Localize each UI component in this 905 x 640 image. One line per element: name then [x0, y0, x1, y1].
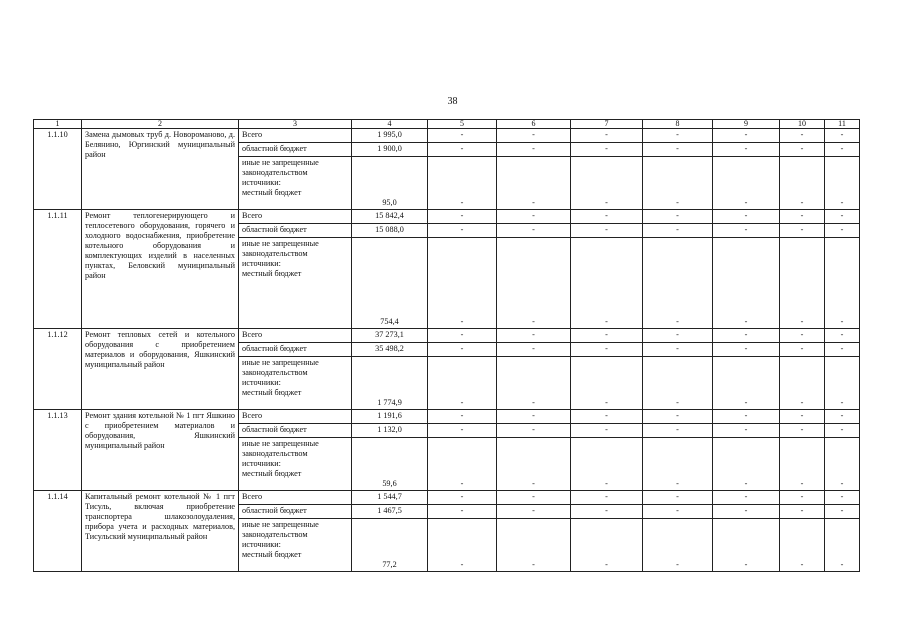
amount-cell: - — [643, 224, 713, 238]
funding-source: областной бюджет — [239, 505, 352, 519]
amount-cell: - — [428, 438, 497, 491]
amount-cell: - — [713, 329, 780, 343]
amount-cell: - — [713, 224, 780, 238]
other-sources-label: иные не запрещенные законодательством источники: — [242, 439, 319, 468]
amount-total: 1 467,5 — [352, 505, 428, 519]
column-header: 3 — [239, 120, 352, 129]
amount-cell: - — [497, 143, 571, 157]
amount-cell: - — [643, 438, 713, 491]
amount-cell: - — [571, 491, 643, 505]
amount-cell: - — [825, 438, 860, 491]
amount-cell: - — [497, 357, 571, 410]
column-header: 11 — [825, 120, 860, 129]
amount-cell: - — [428, 519, 497, 572]
amount-cell: - — [780, 157, 825, 210]
amount-cell: - — [497, 129, 571, 143]
amount-cell: - — [825, 210, 860, 224]
funding-source: Всего — [239, 210, 352, 224]
amount-cell: - — [571, 157, 643, 210]
column-header: 9 — [713, 120, 780, 129]
funding-source — [239, 238, 352, 329]
other-sources-label: иные не запрещенные законодательством источники: — [242, 520, 319, 549]
amount-cell: - — [780, 238, 825, 329]
funding-source: Всего — [239, 329, 352, 343]
amount-cell: - — [571, 438, 643, 491]
amount-cell: - — [825, 410, 860, 424]
amount-cell: - — [643, 519, 713, 572]
amount-cell: - — [571, 238, 643, 329]
amount-total: 1 132,0 — [352, 424, 428, 438]
other-sources-label: иные не запрещенные законодательством источники: — [242, 158, 319, 187]
funding-source: областной бюджет — [239, 224, 352, 238]
funding-source: Всего — [239, 410, 352, 424]
table-row — [34, 129, 860, 143]
amount-cell: - — [825, 129, 860, 143]
amount-cell: - — [780, 343, 825, 357]
amount-cell: - — [825, 505, 860, 519]
funding-source: Всего — [239, 491, 352, 505]
amount-cell: - — [713, 491, 780, 505]
amount-cell: - — [713, 410, 780, 424]
amount-cell: - — [780, 491, 825, 505]
amount-cell: - — [643, 343, 713, 357]
funding-source — [239, 519, 352, 572]
column-header: 7 — [571, 120, 643, 129]
amount-cell: - — [825, 519, 860, 572]
page-number: 38 — [447, 96, 458, 107]
amount-total: 95,0 — [352, 157, 428, 210]
amount-cell: - — [713, 505, 780, 519]
amount-total: 754,4 — [352, 238, 428, 329]
amount-cell: - — [428, 505, 497, 519]
amount-cell: - — [643, 329, 713, 343]
amount-cell: - — [428, 224, 497, 238]
amount-cell: - — [713, 157, 780, 210]
amount-cell: - — [497, 329, 571, 343]
amount-cell: - — [428, 157, 497, 210]
amount-cell: - — [643, 424, 713, 438]
amount-cell: - — [780, 505, 825, 519]
amount-total: 1 774,9 — [352, 357, 428, 410]
entry-code: 1.1.10 — [34, 129, 82, 210]
amount-cell: - — [497, 424, 571, 438]
entry-name: Ремонт тепловых сетей и котельного оборудования с приобретением материалов и оборудования, Яшкинский муниципальный район — [82, 329, 239, 410]
funding-source: Всего — [239, 129, 352, 143]
table-row — [34, 210, 860, 224]
amount-cell: - — [780, 143, 825, 157]
amount-cell: - — [713, 143, 780, 157]
amount-cell: - — [428, 129, 497, 143]
amount-cell: - — [428, 357, 497, 410]
entry-name: Ремонт теплогенерирующего и теплосетевого оборудования, горячего и холодного водоснабжения, приобретение котельного оборудования и комплектующих изделий в населенных пунктах, Беловский муниципальный район — [82, 210, 239, 329]
amount-cell: - — [571, 519, 643, 572]
amount-cell: - — [643, 238, 713, 329]
amount-cell: - — [825, 157, 860, 210]
table-row — [34, 410, 860, 424]
amount-total: 1 900,0 — [352, 143, 428, 157]
amount-cell: - — [780, 410, 825, 424]
table-body — [34, 120, 860, 572]
amount-cell: - — [713, 210, 780, 224]
amount-total: 1 191,6 — [352, 410, 428, 424]
local-budget-label: местный бюджет — [242, 188, 302, 197]
column-header-row — [34, 120, 860, 129]
budget-table — [33, 119, 860, 572]
amount-cell: - — [428, 424, 497, 438]
amount-cell: - — [571, 505, 643, 519]
entry-name: Замена дымовых труб д. Новороманово, д. Белянино, Юргинский муниципальный район — [82, 129, 239, 210]
amount-cell: - — [497, 505, 571, 519]
amount-cell: - — [571, 129, 643, 143]
funding-source — [239, 438, 352, 491]
amount-cell: - — [643, 210, 713, 224]
amount-total: 1 995,0 — [352, 129, 428, 143]
table-row — [34, 491, 860, 505]
amount-cell: - — [571, 410, 643, 424]
funding-source: областной бюджет — [239, 143, 352, 157]
funding-source: областной бюджет — [239, 424, 352, 438]
amount-cell: - — [780, 129, 825, 143]
other-sources-label: иные не запрещенные законодательством источники: — [242, 358, 319, 387]
amount-cell: - — [571, 357, 643, 410]
amount-cell: - — [497, 410, 571, 424]
column-header: 1 — [34, 120, 82, 129]
amount-cell: - — [780, 224, 825, 238]
amount-cell: - — [643, 357, 713, 410]
entry-code: 1.1.11 — [34, 210, 82, 329]
amount-cell: - — [571, 424, 643, 438]
amount-cell: - — [497, 210, 571, 224]
other-sources-label: иные не запрещенные законодательством источники: — [242, 239, 319, 268]
table-row — [34, 329, 860, 343]
amount-cell: - — [780, 424, 825, 438]
amount-cell: - — [780, 519, 825, 572]
amount-cell: - — [497, 224, 571, 238]
amount-cell: - — [497, 519, 571, 572]
amount-cell: - — [571, 343, 643, 357]
amount-cell: - — [825, 329, 860, 343]
amount-cell: - — [825, 224, 860, 238]
amount-cell: - — [713, 238, 780, 329]
local-budget-label: местный бюджет — [242, 388, 302, 397]
entry-name: Ремонт здания котельной № 1 пгт Яшкино с приобретением материалов и оборудования, Яшкинский муниципальный район — [82, 410, 239, 491]
amount-total: 59,6 — [352, 438, 428, 491]
amount-cell: - — [643, 129, 713, 143]
amount-cell: - — [825, 424, 860, 438]
amount-cell: - — [571, 329, 643, 343]
amount-cell: - — [825, 491, 860, 505]
amount-cell: - — [643, 491, 713, 505]
amount-cell: - — [571, 143, 643, 157]
column-header: 10 — [780, 120, 825, 129]
amount-cell: - — [780, 438, 825, 491]
amount-cell: - — [825, 143, 860, 157]
entry-name: Капитальный ремонт котельной № 1 пгт Тисуль, включая приобретение транспортера шлакозолоудаления, прибора учета и расходных материалов, Тисульский муниципальный район — [82, 491, 239, 572]
amount-cell: - — [497, 343, 571, 357]
amount-cell: - — [713, 343, 780, 357]
column-header: 4 — [352, 120, 428, 129]
local-budget-label: местный бюджет — [242, 269, 302, 278]
column-header: 2 — [82, 120, 239, 129]
entry-code: 1.1.12 — [34, 329, 82, 410]
amount-total: 37 273,1 — [352, 329, 428, 343]
amount-cell: - — [643, 157, 713, 210]
amount-cell: - — [428, 238, 497, 329]
funding-source: областной бюджет — [239, 343, 352, 357]
amount-cell: - — [428, 410, 497, 424]
amount-total: 15 088,0 — [352, 224, 428, 238]
local-budget-label: местный бюджет — [242, 469, 302, 478]
amount-cell: - — [825, 357, 860, 410]
amount-cell: - — [780, 329, 825, 343]
amount-cell: - — [825, 343, 860, 357]
entry-code: 1.1.13 — [34, 410, 82, 491]
amount-cell: - — [497, 238, 571, 329]
amount-total: 35 498,2 — [352, 343, 428, 357]
amount-total: 1 544,7 — [352, 491, 428, 505]
entry-code: 1.1.14 — [34, 491, 82, 572]
amount-cell: - — [571, 224, 643, 238]
amount-cell: - — [780, 210, 825, 224]
amount-cell: - — [713, 357, 780, 410]
amount-cell: - — [571, 210, 643, 224]
amount-cell: - — [643, 410, 713, 424]
amount-cell: - — [497, 491, 571, 505]
amount-cell: - — [713, 519, 780, 572]
funding-source — [239, 157, 352, 210]
column-header: 8 — [643, 120, 713, 129]
amount-cell: - — [643, 143, 713, 157]
amount-cell: - — [497, 157, 571, 210]
amount-cell: - — [713, 438, 780, 491]
amount-cell: - — [713, 424, 780, 438]
amount-cell: - — [780, 357, 825, 410]
amount-total: 77,2 — [352, 519, 428, 572]
amount-total: 15 842,4 — [352, 210, 428, 224]
amount-cell: - — [428, 343, 497, 357]
amount-cell: - — [643, 505, 713, 519]
funding-source — [239, 357, 352, 410]
amount-cell: - — [428, 210, 497, 224]
amount-cell: - — [428, 329, 497, 343]
column-header: 5 — [428, 120, 497, 129]
column-header: 6 — [497, 120, 571, 129]
amount-cell: - — [825, 238, 860, 329]
local-budget-label: местный бюджет — [242, 550, 302, 559]
amount-cell: - — [428, 491, 497, 505]
amount-cell: - — [428, 143, 497, 157]
amount-cell: - — [497, 438, 571, 491]
amount-cell: - — [713, 129, 780, 143]
